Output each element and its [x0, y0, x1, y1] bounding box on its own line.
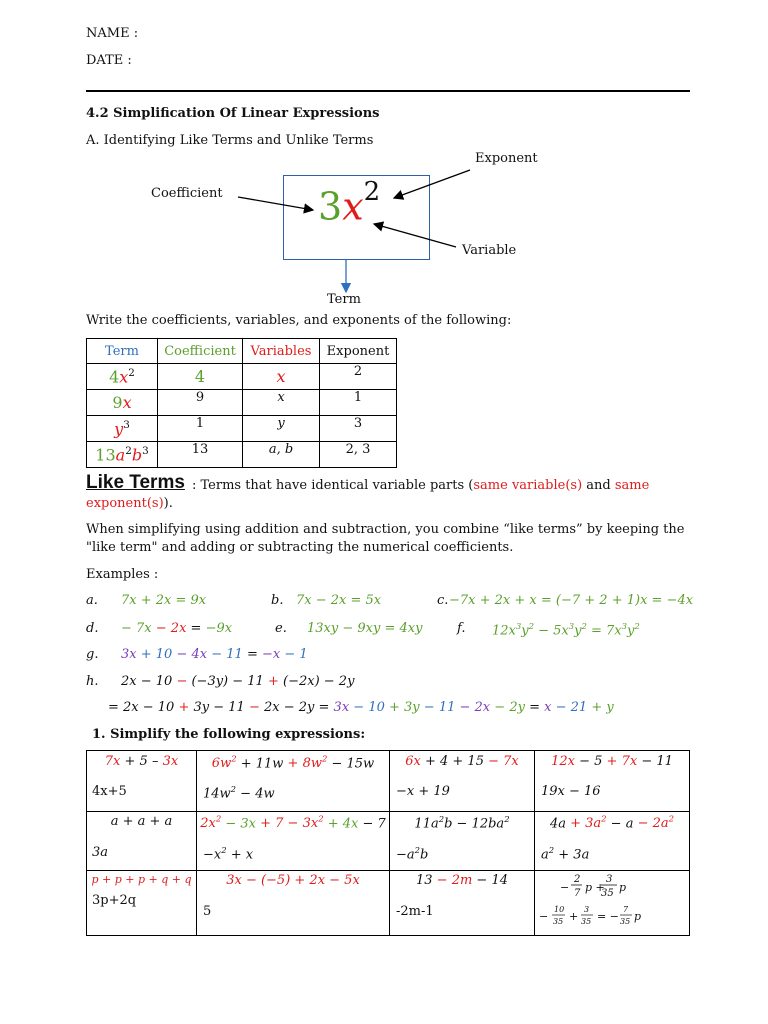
- example-a: 7x + 2x = 9x: [121, 593, 207, 608]
- answer-text: 3a: [92, 845, 109, 860]
- example-h-line1: 2x − 10 − (−3y) − 11 + (−2x) − 2y: [121, 674, 355, 689]
- svg-text:−: −: [560, 881, 570, 894]
- example-b: 7x − 2x = 5x: [296, 593, 382, 608]
- exercise-cell: $4a + 3a^2 - a - 2a^2$ $a^2 + 3a$: [535, 812, 690, 871]
- name-label: NAME :: [86, 26, 139, 41]
- answer-text: 4x+5: [92, 784, 127, 799]
- like-terms-definition: : Terms that have identical variable parts (same variable(s) and same: [192, 478, 650, 493]
- like-terms-paragraph: When simplifying using addition and subtraction, you combine “like terms” by keeping the "like term" and adding or subtracting the numerical coefficients.: [86, 522, 685, 555]
- example-h-line2: = 2x − 10 + 3y − 11 − 2x − 2y = 3x − 10 + 3y − 11 − 2x − 2y = x − 21 + y: [108, 700, 614, 715]
- svg-text:3: 3: [606, 874, 613, 885]
- exercise-cell: 3x − (−5) + 2x − 5x 5: [197, 871, 390, 936]
- coefficient-cell: 13: [158, 442, 243, 468]
- svg-text:p +: p +: [585, 881, 605, 894]
- example-a-label: a.: [86, 593, 98, 608]
- coefficient-3: 3: [318, 184, 343, 229]
- term-table: [86, 338, 397, 468]
- svg-text:10: 10: [554, 905, 565, 914]
- exercise-title: 1. Simplify the following expressions:: [92, 727, 366, 742]
- variables-cell: x: [243, 364, 320, 390]
- answer-text: −x + 19: [396, 784, 450, 799]
- variables-cell: x: [243, 390, 320, 416]
- example-e-label: e.: [275, 621, 287, 636]
- exercise-cell: $2x^2 - 3x + 7 - 3x^2 + 4x - 7$ $-x^2 + x$: [197, 812, 390, 871]
- example-h-label: h.: [86, 674, 99, 689]
- exercise-cell: $6w^2 + 11w + 8w^2 - 15w$ $14w^2 - 4w$: [197, 751, 390, 812]
- term-cell: 9x: [87, 390, 158, 416]
- exercise-cell: 7x + 5 – 3x 4x+5: [87, 751, 197, 812]
- exercise-cell: [535, 871, 690, 936]
- coefficient-cell: 1: [158, 416, 243, 442]
- coefficient-cell: 4: [158, 364, 243, 390]
- exercise-cell: $11a^2b - 12ba^2$ $-a^2b$: [390, 812, 535, 871]
- svg-text:35: 35: [553, 917, 564, 926]
- term-cell: $4x^2$: [87, 364, 158, 390]
- exponent-2: 2: [363, 177, 381, 207]
- exponent-cell: 2, 3: [320, 442, 397, 468]
- date-label: DATE :: [86, 53, 132, 68]
- exercise-table: [86, 750, 690, 936]
- variable-arrow: [374, 224, 456, 247]
- example-c-label: c.: [437, 593, 449, 608]
- coefficient-cell: 9: [158, 390, 243, 416]
- answer-text: 19x − 16: [541, 784, 601, 799]
- example-g: 3x + 10 − 4x − 11 = −x − 1: [121, 647, 308, 662]
- examples-label: Examples :: [86, 567, 159, 582]
- answer-text: 5: [203, 904, 212, 919]
- variable-label: Variable: [462, 243, 517, 258]
- coefficient-arrow: [238, 197, 313, 210]
- svg-text:3: 3: [584, 905, 590, 914]
- variables-cell: y: [243, 416, 320, 442]
- header-coefficient: Coefficient: [158, 339, 243, 364]
- header-exponent: Exponent: [320, 339, 397, 364]
- svg-text:7: 7: [574, 888, 581, 899]
- header-variables: Variables: [243, 339, 320, 364]
- term-cell: $y^3$: [87, 416, 158, 442]
- example-e: 13xy − 9xy = 4xy: [307, 621, 423, 636]
- exponent-cell: 1: [320, 390, 397, 416]
- term-label: Term: [327, 292, 361, 307]
- svg-text:p: p: [619, 881, 627, 894]
- example-b-label: b.: [271, 593, 284, 608]
- example-d: − 7x − 2x = −9x: [121, 621, 233, 636]
- exercise-cell: 12x − 5 + 7x − 11 19x − 16: [535, 751, 690, 812]
- exercise-cell: p + p + p + q + q 3p+2q: [87, 871, 197, 936]
- fraction-work: [535, 871, 685, 933]
- svg-text:7: 7: [623, 905, 629, 914]
- svg-text:2: 2: [574, 874, 581, 885]
- exponent-cell: 3: [320, 416, 397, 442]
- example-f-label: f.: [457, 621, 466, 636]
- exponent-label: Exponent: [475, 151, 538, 166]
- example-d-label: d.: [86, 621, 99, 636]
- part-a-title: A. Identifying Like Terms and Unlike Terms: [86, 133, 374, 148]
- exercise-cell: 6x + 4 + 15 − 7x −x + 19: [390, 751, 535, 812]
- exercise-cell: 13 − 2m − 14 -2m-1: [390, 871, 535, 936]
- svg-text:+: +: [569, 910, 579, 923]
- header-term: Term: [87, 339, 158, 364]
- example-g-label: g.: [86, 647, 99, 662]
- like-terms-definition-cont: exponent(s)).: [86, 496, 173, 511]
- example-f: $12x^3y^2 - 5x^3y^2 = 7x^3y^2$: [492, 621, 640, 639]
- exercise-cell: a + a + a 3a: [87, 812, 197, 871]
- answer-text: -2m-1: [396, 904, 434, 919]
- example-c: −7x + 2x + x = (−7 + 2 + 1)x = −4x: [449, 593, 694, 608]
- section-title: 4.2 Simplification Of Linear Expressions: [86, 106, 380, 121]
- diagram-arrows: [0, 0, 768, 320]
- answer-text: 3p+2q: [92, 893, 137, 908]
- svg-text:35: 35: [620, 917, 631, 926]
- exponent-cell: 2: [320, 364, 397, 390]
- svg-text:= −: = −: [597, 910, 619, 923]
- exponent-arrow: [394, 170, 470, 198]
- term-cell: $13a^2b^3$: [87, 442, 158, 468]
- svg-text:−: −: [539, 910, 549, 923]
- like-terms-heading: Like Terms: [86, 472, 185, 493]
- svg-text:35: 35: [581, 917, 592, 926]
- instruction-text: Write the coefficients, variables, and exponents of the following:: [86, 313, 512, 328]
- coefficient-label: Coefficient: [151, 186, 223, 201]
- svg-text:p: p: [634, 910, 642, 923]
- svg-text:35: 35: [601, 888, 614, 899]
- variable-x: x: [342, 184, 364, 229]
- variables-cell: a, b: [243, 442, 320, 468]
